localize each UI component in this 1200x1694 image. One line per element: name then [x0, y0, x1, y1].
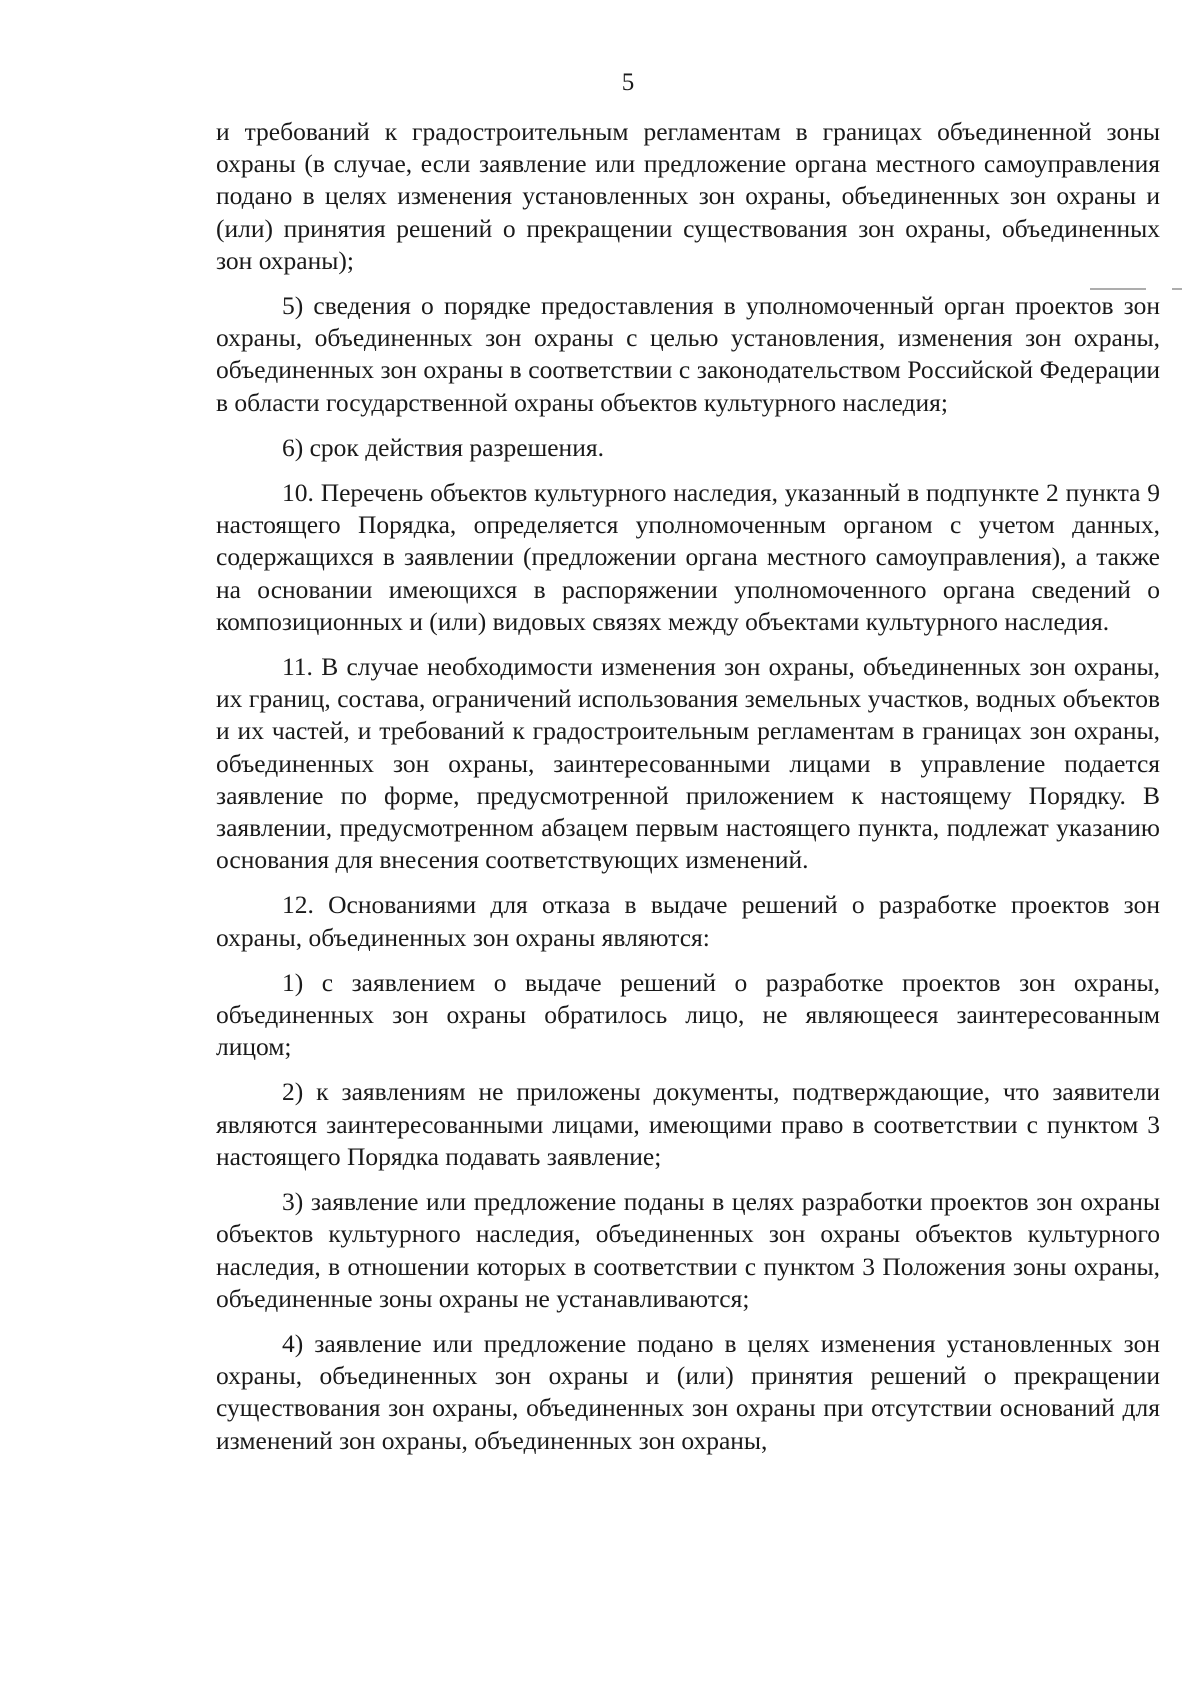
paragraph-point-12-sub-2: 2) к заявлениям не приложены документы, подтверждающие, что заявители являются заинтересованными лицами, имеющими право в соответствии с пунктом 3 настоящего Порядка подавать заявление; [216, 1077, 1160, 1171]
document-body [216, 116, 1160, 1468]
paragraph-point-11: 11. В случае необходимости изменения зон охраны, объединенных зон охраны, их границ, состава, ограничений использования земельных участков, водных объектов и их частей, и требований к градостроительным регламентам в границах зон охраны, объединенных зон охраны, заинтересованными лицами в управление подается заявление по форме, предусмотренной приложением к настоящему Порядку. В заявлении, предусмотренном абзацем первым настоящего пункта, подлежат указанию основания для внесения соответствующих изменений. [216, 652, 1160, 875]
paragraph-point-12-sub-3: 3) заявление или предложение поданы в целях разработки проектов зон охраны объектов культурного наследия, объединенных зон охраны объектов культурного наследия, в отношении которых в соответствии с пунктом 3 Положения зоны охраны, объединенные зоны охраны не устанавливаются; [216, 1187, 1160, 1313]
page-number: 5 [621, 69, 635, 96]
paragraph-continuation: и требований к градостроительным регламентам в границах объединенной зоны охраны (в случае, если заявление или предложение органа местного самоуправления подано в целях изменения установленных зон охраны, объединенных зон охраны и (или) принятия решений о прекращении существования зон охраны, объединенных зон охраны); [216, 117, 1160, 275]
paragraph-item-6: 6) срок действия разрешения. [282, 432, 604, 462]
paragraph-point-10: 10. Перечень объектов культурного наследия, указанный в подпункте 2 пункта 9 настоящего Порядка, определяется уполномоченным органом с учетом данных, содержащихся в заявлении (предложении органа местного самоуправления), а также на основании имеющихся в распоряжении уполномоченного органа сведений о композиционных и (или) видовых связях между объектами культурного наследия. [216, 478, 1160, 636]
paragraph-item-5: 5) сведения о порядке предоставления в уполномоченный орган проектов зон охраны, объединенных зон охраны с целью установления, изменения зон охраны, объединенных зон охраны в соответствии с законодательством Российской Федерации в области государственной охраны объектов культурного наследия; [216, 291, 1160, 417]
scan-artifact-mark [1172, 288, 1182, 290]
paragraph-point-12: 12. Основаниями для отказа в выдаче решений о разработке проектов зон охраны, объединенных зон охраны являются: [216, 890, 1160, 952]
paragraph-point-12-sub-4: 4) заявление или предложение подано в целях изменения установленных зон охраны, объединенных зон охраны и (или) принятия решений о прекращении существования зон охраны, объединенных зон охраны при отсутствии оснований для изменений зон охраны, объединенных зон охраны, [216, 1328, 1160, 1455]
scan-artifact-mark [1090, 288, 1146, 290]
paragraph-point-12-sub-1: 1) с заявлением о выдаче решений о разработке проектов зон охраны, объединенных зон охраны обратилось лицо, не являющееся заинтересованным лицом; [216, 967, 1160, 1062]
